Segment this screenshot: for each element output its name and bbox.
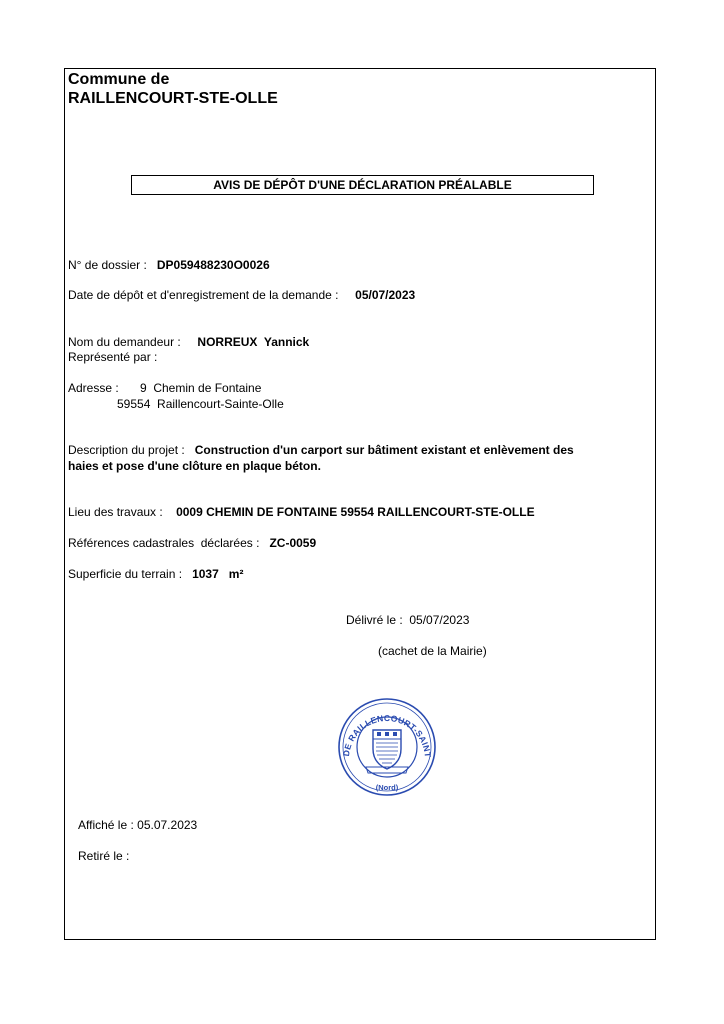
adresse-line1: 9 Chemin de Fontaine: [140, 381, 262, 395]
stamp-seal-icon: [334, 697, 440, 797]
cadastre-value: ZC-0059: [269, 536, 317, 550]
commune-header: [68, 70, 278, 108]
depot-row: [68, 288, 415, 303]
affiche-value: 05.07.2023: [137, 818, 198, 832]
superficie-value: 1037: [192, 567, 219, 581]
demandeur-value: NORREUX Yannick: [197, 335, 310, 349]
lieu-label: Lieu des travaux :: [68, 505, 163, 519]
represente-label: Représenté par :: [68, 350, 158, 364]
affiche-row: [78, 818, 197, 833]
lieu-value: 0009 CHEMIN DE FONTAINE 59554 RAILLENCOURT-STE-OLLE: [176, 505, 535, 519]
superficie-unit: m²: [228, 567, 244, 581]
svg-text:MAIRIE DE RAILLENCOURT-SAINTE-: [334, 697, 433, 759]
demandeur-label: Nom du demandeur :: [68, 335, 181, 349]
delivre-value: 05/07/2023: [409, 613, 470, 627]
retire-label: Retiré le :: [78, 849, 130, 863]
cachet-label: (cachet de la Mairie): [378, 644, 487, 658]
dossier-label: N° de dossier :: [68, 258, 147, 272]
cadastre-row: [68, 536, 316, 551]
description-label: Description du projet :: [68, 443, 185, 457]
description-line2: haies et pose d'une clôture en plaque béton.: [68, 459, 321, 473]
adresse-label: Adresse :: [68, 381, 119, 395]
stamp-ring-text: DE RAILLENCOURT-SAINT: [341, 712, 434, 759]
mairie-stamp: [334, 697, 440, 797]
lieu-row: [68, 505, 535, 520]
affiche-label: Affiché le :: [78, 818, 134, 832]
commune-name: RAILLENCOURT-STE-OLLE: [68, 90, 278, 107]
document-frame: [64, 68, 656, 940]
description-line1: Construction d'un carport sur bâtiment existant et enlèvement des: [194, 443, 574, 457]
delivre-label: Délivré le :: [346, 613, 403, 627]
commune-label: Commune de: [68, 71, 170, 88]
description-row: [68, 443, 574, 458]
adresse-line2: 59554 Raillencourt-Sainte-Olle: [117, 397, 284, 411]
document-title: AVIS DE DÉPÔT D'UNE DÉCLARATION PRÉALABLE: [131, 175, 594, 195]
demandeur-row: [68, 335, 309, 350]
superficie-label: Superficie du terrain :: [68, 567, 183, 581]
stamp-bottom-text: (Nord): [375, 783, 399, 792]
depot-label: Date de dépôt et d'enregistrement de la demande :: [68, 288, 339, 302]
cadastre-label: Références cadastrales déclarées :: [68, 536, 260, 550]
depot-value: 05/07/2023: [355, 288, 416, 302]
dossier-row: [68, 258, 270, 273]
delivre-row: [346, 613, 469, 628]
superficie-row: [68, 567, 243, 582]
dossier-value: DP059488230O0026: [156, 258, 270, 272]
